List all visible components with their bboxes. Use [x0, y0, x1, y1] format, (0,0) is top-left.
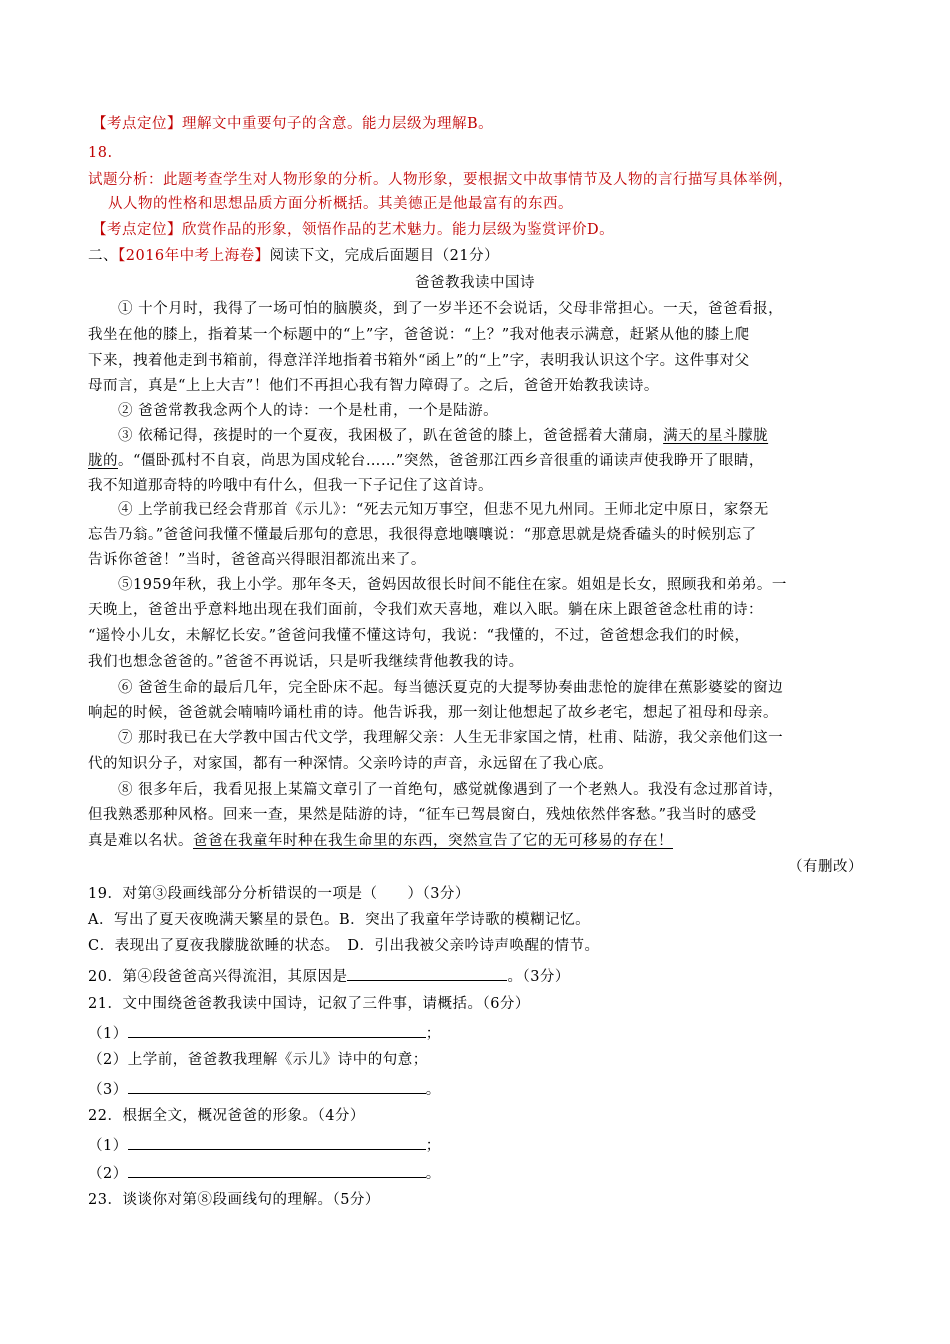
para-6-line-2: 响起的时候，爸爸就会喃喃吟诵杜甫的诗。他告诉我，那一刻让他想起了故乡老宅，想起了祖母和母亲。 — [88, 705, 778, 721]
para-1-line-3: 下来，拽着他走到书箱前，得意洋洋地指着书箱外“函上”的“上”字，表明我认识这个字。这件事对父 — [88, 353, 750, 369]
para-8-underlined: 爸爸在我童年时种在我生命里的东西，突然宣告了它的无可移易的存在！ — [193, 833, 673, 849]
para-8-line-2: 但我熟悉那种风格。回来一查，果然是陆游的诗，“征车已驾晨窗白，残烛依然伴客愁。”我当时的感受 — [88, 807, 757, 823]
para-5-line-2: 天晚上，爸爸出乎意料地出现在我们面前，令我们欢天喜地，难以入眠。躺在床上跟爸爸念杜甫的诗： — [88, 602, 763, 618]
para-2-line-1: ② 爸爸常教我念两个人的诗：一个是杜甫，一个是陆游。 — [118, 403, 499, 419]
para-4-line-2: 忘告乃翁。”爸爸问我懂不懂最后那句的意思，我很得意地嚷嚷说：“那意思就是烧香磕头的时候别忘了 — [88, 527, 757, 543]
para-3-line-3: 我不知道那奇特的吟哦中有什么，但我一下子记住了这首诗。 — [88, 478, 493, 494]
question-23: 23．谈谈你对第⑧段画线句的理解。（5分） — [88, 1192, 380, 1208]
analysis-18-line-2: 从人物的性格和思想品质方面分析概括。其美德正是他最富有的东西。 — [108, 196, 573, 212]
para-1-line-4: 母而言，真是“上上大吉”！他们不再担心我有智力障碍了。之后，爸爸开始教我读诗。 — [88, 378, 659, 394]
q22-2-answer-blank[interactable] — [128, 1162, 426, 1178]
para-3-line-1: ③ 依稀记得，孩提时的一个夏夜，我困极了，趴在爸爸的膝上，爸爸摇着大蒲扇，满天的星斗朦胧 — [118, 428, 769, 444]
para-5-line-4: 我们也想念爸爸的。”爸爸不再说话，只是听我继续背他教我的诗。 — [88, 654, 524, 670]
para-1-line-2: 我坐在他的膝上，指着某一个标题中的“上”字，爸爸说：“上？”我对他表示满意，赶紧从他的膝上爬 — [88, 327, 750, 343]
para-4-line-3: 告诉你爸爸！”当时，爸爸高兴得眼泪都流出来了。 — [88, 552, 426, 568]
q19-options-ab: A．写出了夏天夜晚满天繁星的景色。B．突出了我童年学诗歌的模糊记忆。 — [88, 912, 591, 928]
para-8-line-1: ⑧ 很多年后，我看见报上某篇文章引了一首绝句，感觉就像遇到了一个老熟人。我没有念过那首诗， — [118, 782, 784, 798]
q22-1-answer-blank[interactable] — [128, 1134, 426, 1150]
question-number-18: 18. — [88, 145, 113, 161]
q21-3-answer-blank[interactable] — [128, 1078, 426, 1094]
q20-answer-blank[interactable] — [347, 965, 507, 981]
para-5-line-3: “遥怜小儿女，未解忆长安。”爸爸问我懂不懂这诗句，我说：“我懂的，不过，爸爸想念我们的时候， — [88, 628, 750, 644]
section-source: 【2016年中考上海卷】 — [118, 248, 270, 264]
q21-item-3: （3） 。 — [88, 1078, 441, 1100]
para-6-line-1: ⑥ 爸爸生命的最后几年，完全卧床不起。每当德沃夏克的大提琴协奏曲悲怆的旋律在蕉影婆娑的窗边 — [118, 680, 784, 696]
para-3-line-2: 胧的。“僵卧孤村不自哀，尚思为国戍轮台……”突然，爸爸那江西乡音很重的诵读声使我睁开了眼睛， — [88, 453, 764, 469]
q22-item-2: （2） 。 — [88, 1162, 441, 1184]
q22-item-1: （1） ； — [88, 1134, 441, 1156]
question-22: 22．根据全文，概况爸爸的形象。（4分） — [88, 1108, 365, 1124]
edit-note: （有删改） — [788, 859, 863, 875]
kaodian-17: 【考点定位】理解文中重要句子的含意。能力层级为理解B。 — [92, 116, 494, 132]
q21-item-1: （1） ； — [88, 1022, 441, 1044]
question-19: 19．对第③段画线部分分析错误的一项是（ ）（3分） — [88, 886, 470, 902]
kaodian-18: 【考点定位】欣赏作品的形象，领悟作品的艺术魅力。能力层级为鉴赏评价D。 — [92, 222, 615, 238]
article-title: 爸爸教我读中国诗 — [415, 275, 535, 291]
para-3-underlined-a: 满天的星斗朦胧 — [663, 428, 769, 444]
q21-item-2: （2）上学前，爸爸教我理解《示儿》诗中的句意； — [88, 1052, 428, 1068]
q19-options-cd: C．表现出了夏夜我朦胧欲睡的状态。 D．引出我被父亲吟诗声唤醒的情节。 — [88, 938, 600, 954]
para-8-line-3: 真是难以名状。爸爸在我童年时种在我生命里的东西，突然宣告了它的无可移易的存在！ — [88, 833, 673, 849]
para-3-underlined-b: 胧的 — [88, 453, 118, 469]
para-7-line-2: 代的知识分子，对家国，都有一种深情。父亲吟诗的声音，永远留在了我心底。 — [88, 756, 613, 772]
q21-1-answer-blank[interactable] — [128, 1022, 426, 1038]
para-4-line-1: ④ 上学前我已经会背那首《示儿》：“死去元知万事空，但悲不见九州同。王师北定中原日，家祭无 — [118, 502, 769, 518]
question-20: 20．第④段爸爸高兴得流泪，其原因是 。（3分） — [88, 965, 570, 987]
para-5-line-1: ⑤1959年秋，我上小学。那年冬天，爸妈因故很长时间不能住在家。姐姐是长女，照顾我和弟弟。一 — [118, 577, 787, 593]
analysis-18-line-1: 试题分析：此题考查学生对人物形象的分析。人物形象，要根据文中故事情节及人物的言行描写具体举例， — [88, 172, 793, 188]
para-1-line-1: ① 十个月时，我得了一场可怕的脑膜炎，到了一岁半还不会说话，父母非常担心。一天，爸爸看报， — [118, 301, 784, 317]
para-7-line-1: ⑦ 那时我已在大学教中国古代文学，我理解父亲：人生无非家国之情，杜甫、陆游，我父亲他们这一 — [118, 730, 784, 746]
section-heading: 二、【2016年中考上海卷】阅读下文，完成后面题目（21分） — [88, 248, 500, 264]
question-21: 21．文中围绕爸爸教我读中国诗，记叙了三件事，请概括。（6分） — [88, 996, 530, 1012]
